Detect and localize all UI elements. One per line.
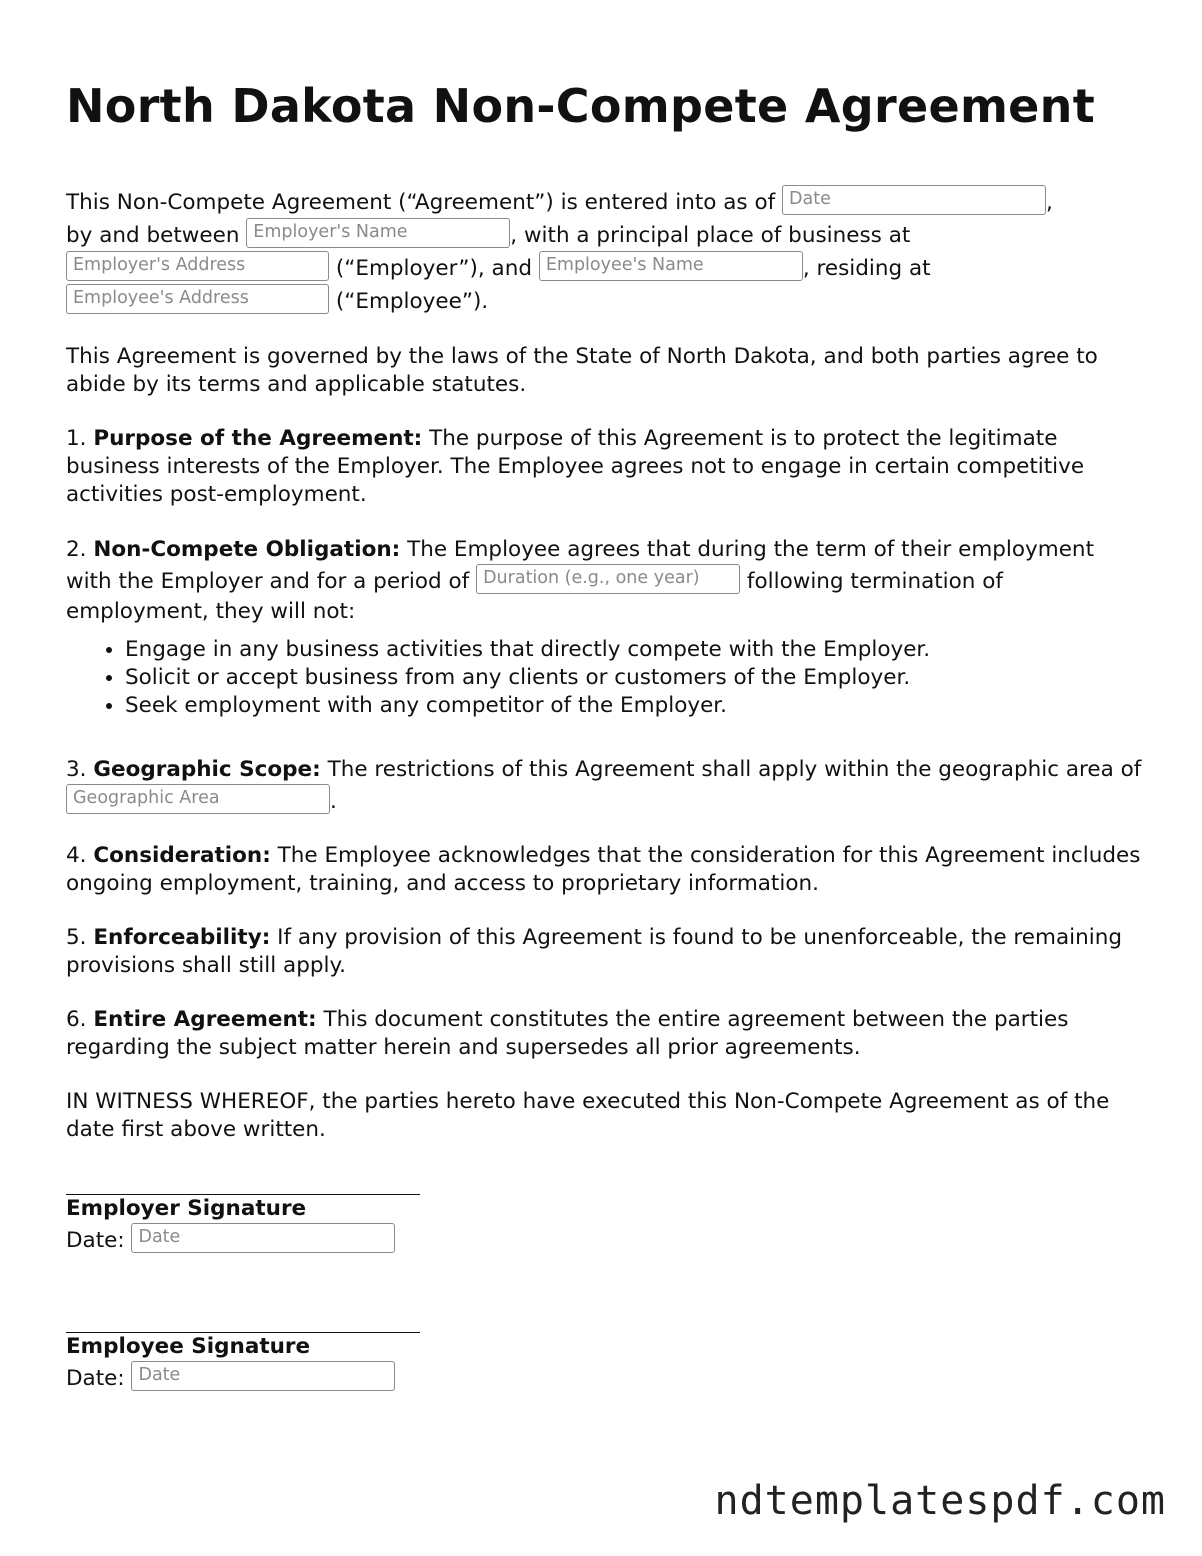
section-number: 6. (66, 1007, 94, 1033)
section-text: This document constitutes the entire agreement between the parties regarding the subject matter herein and supersedes all prior agreements. (66, 1007, 1069, 1061)
section-text: If any provision of this Agreement is found to be unenforceable, the remaining provisions shall still apply. (66, 925, 1122, 979)
geographic-area-field[interactable]: Geographic Area (66, 784, 330, 814)
section-purpose (66, 425, 1146, 509)
intro-text: This Non-Compete Agreement (“Agreement”) is entered into as of (66, 189, 783, 215)
intro-text: (“Employee”). (329, 288, 489, 314)
section-heading: Entire Agreement: (93, 1007, 317, 1033)
section-text: The Employee agrees that during the term of their employment with the Employer and for a period of (66, 536, 1094, 595)
section-number: 3. (66, 757, 94, 783)
intro-text: , residing at (802, 255, 931, 281)
list-item: • Solicit or accept business from any clients or customers of the Employer. (125, 664, 1146, 692)
intro-text: by and between (66, 222, 247, 248)
section-non-compete (66, 535, 1146, 627)
employee-date-row (66, 1361, 1146, 1394)
employee-signature-line[interactable] (66, 1300, 420, 1333)
employer-date-row (66, 1223, 1146, 1256)
employer-address-field[interactable]: Employer's Address (66, 251, 329, 281)
employee-signature-block (66, 1300, 1146, 1394)
intro-text: , with a principal place of business at (510, 222, 911, 248)
intro-text: (“Employer”), and (329, 255, 539, 281)
section-enforceability (66, 924, 1146, 980)
section-number: 2. (66, 536, 94, 562)
document-page (66, 80, 1146, 1438)
restrictions-list (66, 636, 1146, 720)
section-heading: Non-Compete Obligation: (93, 536, 401, 562)
employee-date-field[interactable]: Date (131, 1361, 395, 1391)
employer-signature-label: Employer Signature (66, 1196, 307, 1222)
section-consideration (66, 842, 1146, 898)
section-text: . (330, 789, 337, 815)
employer-name-field[interactable]: Employer's Name (246, 218, 510, 248)
governing-law-paragraph: This Agreement is governed by the laws of the State of North Dakota, and both parties agree to abide by its terms and applicable statutes. (66, 343, 1098, 397)
section-number: 4. (66, 843, 94, 869)
section-text: The Employee acknowledges that the consideration for this Agreement includes ongoing employment, training, and access to proprietary information. (66, 843, 1141, 897)
section-heading: Purpose of the Agreement: (93, 425, 423, 451)
section-number: 5. (66, 925, 94, 951)
page-title: North Dakota Non-Compete Agreement (66, 79, 1096, 133)
list-item: • Seek employment with any competitor of the Employer. (125, 692, 1146, 720)
section-text: The restrictions of this Agreement shall apply within the geographic area of (320, 757, 1142, 783)
employee-name-field[interactable]: Employee's Name (539, 251, 803, 281)
section-heading: Enforceability: (93, 925, 271, 951)
section-entire-agreement (66, 1006, 1146, 1062)
section-geographic-scope (66, 756, 1146, 816)
employee-address-field[interactable]: Employee's Address (66, 284, 329, 314)
duration-field[interactable]: Duration (e.g., one year) (476, 564, 740, 594)
list-item: • Engage in any business activities that directly compete with the Employer. (125, 636, 1146, 664)
employer-signature-block (66, 1162, 1146, 1256)
section-text: The purpose of this Agreement is to protect the legitimate business interests of the Employer. The Employee agrees not to engage in certain competitive activities post-employment. (66, 425, 1085, 507)
employee-signature-label: Employee Signature (66, 1334, 311, 1360)
intro-text: , (1046, 189, 1053, 215)
date-label: Date: (66, 1366, 132, 1392)
employer-signature-line[interactable] (66, 1162, 420, 1195)
section-heading: Consideration: (93, 843, 271, 869)
witness-paragraph: IN WITNESS WHEREOF, the parties hereto have executed this Non-Compete Agreement as of the date first above written. (66, 1089, 1110, 1143)
agreement-date-field[interactable]: Date (782, 185, 1046, 215)
intro-paragraph (66, 185, 1146, 317)
employer-date-field[interactable]: Date (131, 1223, 395, 1253)
watermark: ndtemplatespdf.com (714, 1478, 1166, 1524)
section-heading: Geographic Scope: (93, 757, 321, 783)
section-text: following termination of employment, they will not: (66, 569, 1003, 624)
section-number: 1. (66, 425, 94, 451)
date-label: Date: (66, 1228, 132, 1254)
